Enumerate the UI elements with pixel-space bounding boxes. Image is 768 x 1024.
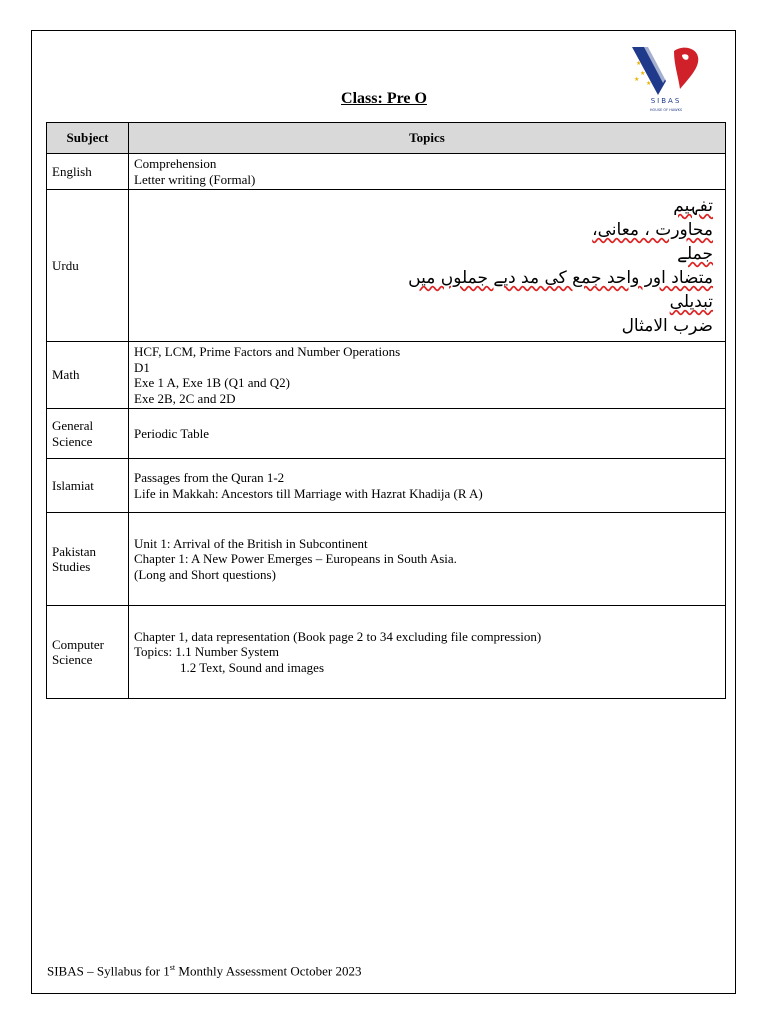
svg-text:★: ★ [646, 81, 652, 87]
table-row-english [47, 154, 726, 190]
syllabus-table [46, 122, 726, 699]
topic-line: Chapter 1, data representation (Book page 2 to 34 excluding file compression) [134, 628, 542, 644]
subject-label: Pakistan [52, 543, 97, 559]
table-row-math [47, 342, 726, 409]
topic-line: Exe 1 A, Exe 1B (Q1 and Q2) [134, 375, 290, 390]
subject-cell [47, 154, 129, 190]
topics-cell [129, 459, 726, 513]
topics-cell [129, 154, 726, 190]
topic-line: Comprehension [134, 156, 217, 171]
subject-cell [47, 409, 129, 459]
topics-cell [129, 513, 726, 606]
table-row-computer-science [47, 606, 726, 699]
topic-line: Topics: 1.1 Number System [134, 644, 279, 660]
logo-text: SIBAS [650, 97, 682, 105]
topic-line: Chapter 1: A New Power Emerges – Europeans in South Asia. [134, 551, 457, 567]
subject-label: Computer [52, 636, 104, 652]
topic-line: محاورت ، معانی، [592, 219, 713, 240]
topic-line: (Long and Short questions) [134, 566, 276, 582]
topic-line: D1 [134, 359, 150, 375]
topic-line: Unit 1: Arrival of the British in Subcontinent [134, 535, 368, 551]
subject-header: Subject [47, 123, 129, 154]
subject-cell [47, 342, 129, 409]
topics-header: Topics [129, 123, 726, 154]
topics-cell [129, 409, 726, 459]
topic-line: متضاد اور واحد جمع کی مد دیے جملوں میں [408, 267, 713, 288]
topics-cell [129, 190, 726, 342]
topic-line: HCF, LCM, Prime Factors and Number Operations [134, 344, 401, 359]
subject-label: Science [52, 433, 93, 449]
page-footer [47, 963, 361, 979]
topic-line: ضرب الامثال [621, 315, 713, 336]
subject-label: General [52, 418, 94, 433]
svg-text:★: ★ [640, 71, 646, 77]
svg-text:★: ★ [636, 61, 642, 67]
subject-cell [47, 513, 129, 606]
table-row-islamiat [47, 459, 726, 513]
topic-line: Exe 2B, 2C and 2D [134, 390, 236, 406]
subject-label: Math [52, 367, 80, 383]
subject-label: Studies [52, 559, 91, 574]
class-title: Class: Pre O [341, 90, 427, 107]
topics-cell [129, 606, 726, 699]
subject-cell [47, 459, 129, 513]
svg-text:★: ★ [634, 77, 640, 83]
logo-subtext: HOUSE OF HAWKS [649, 108, 683, 112]
table-row-urdu [47, 190, 726, 342]
subject-label: English [52, 163, 92, 179]
table-header-row [47, 123, 726, 154]
topic-line: تبدیلی [669, 291, 713, 312]
subject-label: Science [52, 652, 93, 667]
footer-prefix: SIBAS – Syllabus for 1 [47, 963, 170, 979]
table-row-general-science [47, 409, 726, 459]
footer-ordinal: st [169, 963, 176, 972]
subject-cell [47, 606, 129, 699]
topic-line: جملے [677, 243, 713, 264]
subject-label: Islamiat [52, 477, 94, 493]
footer-suffix: Monthly Assessment October 2023 [175, 963, 362, 979]
table-row-pakistan-studies [47, 513, 726, 606]
topic-line: Periodic Table [134, 425, 210, 441]
subject-label: Urdu [52, 257, 79, 273]
topic-line: 1.2 Text, Sound and images [180, 659, 325, 675]
topic-line: Life in Makkah: Ancestors till Marriage with Hazrat Khadija (R A) [134, 485, 483, 501]
topic-line: Passages from the Quran 1-2 [134, 470, 285, 485]
topic-line: تفہیم [673, 195, 713, 216]
subject-cell [47, 190, 129, 342]
topics-cell [129, 342, 726, 409]
topic-line: Letter writing (Formal) [134, 171, 256, 187]
